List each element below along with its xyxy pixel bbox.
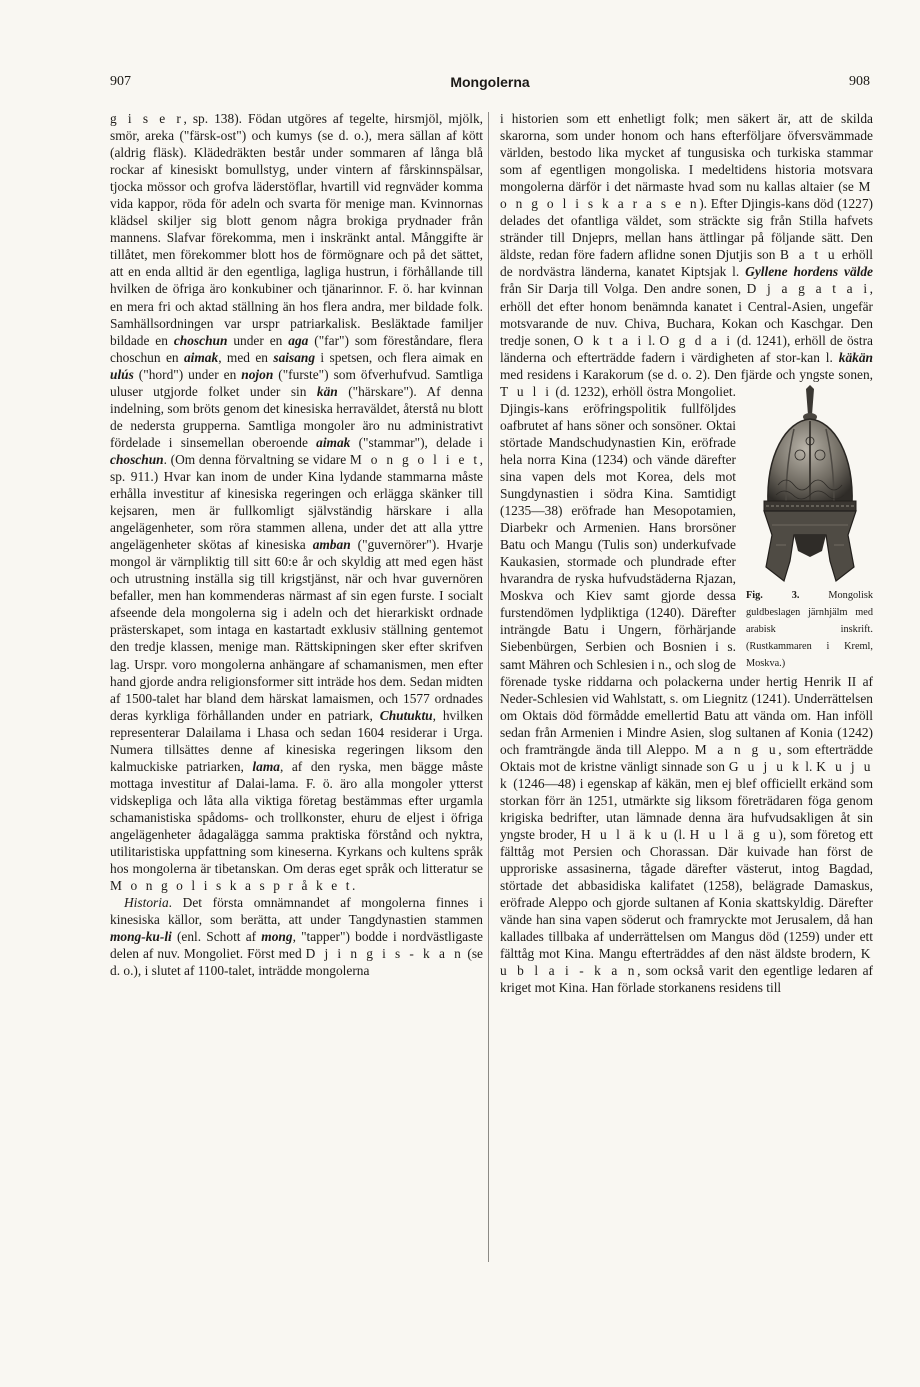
paragraph-history-continued: i historien som ett enhetligt folk; men säkert är, att de skilda skarorna, som under honom och hans efterföljare öfversvämmade världen, bestodo lika mycket af tungusiska och turkiska stammar som af egentligen mongoliska. I medeltidens historia motsvara mongolerna därför i det närmaste hvad som nu kallas altaier (se M o n g o l i s k a r a s e n). Efter Djingis-kans död (1227) delades det ofantliga väldet, som sträckte sig från Stilla hafvets stränder till Dnjeprs, mellan hans ättlingar på följande sätt. Den äldste, redan före fadern aflidne sonen Djutjis son B a t u erhöll de nordvästra länderna, kanatet Kiptsjak l. Gyllene hordens välde från Sir Darja till Volga. Den andre sonen, D j a g a t a i, erhöll det efter honom benämnda kanatet i Central-Asien, ungefär motsvarande de nuv. Chiva, Buchara, Kokan och Kaschgar. Den tredje sonen, O k t a i l. O g d a i (d. 1241), erhöll de östra länderna och efterträdde fadern i värdigheten af stor-kan l. käkän med residens i Karakorum (se d. o. 2). Den fjärde och yngste sonen, T u l i Fig. 3. Mongolisk guldbeslagen järnhjälm med arabisk inskrift. (Rustkammaren i Kreml, Moskva.) (d. 1232), erhöll östra Mongoliet. Djingis-kans eröfringspolitik fullföljdes oafbrutet af hans söner och sonsöner. Oktai störtade Mandschudynastien Kin, eröfrade hela norra Kina (1234) och vände därefter sina vapen dels mot Korea, dels mot Sungdynastien i södra Kina. Samtidigt (1235—38) eröfrade han Mesopotamien, Diarbekr och Armenien. Hans brorsöner Batu och Mangu (Tulis son) underkufvade Kaukasien, stormade och plundrade efter hvarandra de ryska hufvudstäderna Rjazan, Moskva och Kiev samt gjorde dessa furstendömen lydpliktiga (1240). Därefter inträngde Batu i Ungern, förhärjande Siebenbürgen, Serbien och Bosnien i s. samt Mähren och Schlesien i n., och slog de förenade tyske riddarna och polackerna under hertig Henrik II af Neder-Schlesien vid Wahlstatt, s. om Liegnitz (1241). Underrättelsen om Oktais död förmådde emellertid Batu att vända om. Han inföll sedan från Armenien i Mindre Asien, slog sultanen af Konia (1242) och framträngde ända till Aleppo. M a n g u, som efterträdde Oktais mot de kristne vänligt sinnade son G u j u k l. K u j u k (1246—48) i egenskap af käkän, men ej blef officiellt erkänd som storkan förr än 1251, utmärkte sig liksom företrädaren föga genom krigiska bedrifter, utan lämnade denna ära hufvudsakligen åt sin yngste broder, H u l ä k u (l. H u l ä g u), som företog ett fälttåg mot Persien och Chorassan. Där kuivade han först de upproriske assasinerna, tågade därefter västerut, intog Bagdad, störtade det abbasidiska kalifatet (1258), belägrade Damaskus, eröfrade Aleppo och gjorde sultanen af Konia skattskyldig. Därefter vände han sina vapen söderut och framryckte mot Jerusalem, då han kallades tillbaka af underrättelsen om Mangus död (1259) under ett fälttåg mot Kina. Mangu efterträddes af den näst äldste brodern, K u b l a i - k a n, som också varit den egentlige ledaren af kriget mot Kina. Han förlade storkanens residens till xyxy=(500,111,874,996)
figure-helmet xyxy=(746,385,873,670)
paragraph-historia: Historia. Det första omnämnandet af mongolerna finnes i kinesiska källor, som berätta, att under Tangdynastien stammen mong-ku-li (enl. Schott af mong, "tapper") bodde i nordvästligaste delen af nuv. Mongoliet. Först med D j i n g i s - k a n (se d. o.), i slutet af 1100-talet, inträdde mongolerna xyxy=(110,895,483,979)
figure-label: Fig. 3. xyxy=(746,589,800,601)
page-title: Mongolerna xyxy=(450,74,530,90)
figure-caption: Fig. 3. Mongolisk guldbeslagen järnhjälm med arabisk inskrift. (Rustkammaren i Kreml, Moskva.) xyxy=(746,589,874,669)
paragraph-customs: g i s e r, sp. 138). Födan utgöres af tegelte, hirsmjöl, mjölk, smör, areka ("färsk-ost") och kumys (se d. o.), mera sällan af kött (aldrig fläsk). Klädedräkten består under sommaren af långa blå rockar af kinesiskt bomullstyg, under vintern af fårskinnspälsar, tjocka mössor och grofva läderstöflar, hvartill vid regnväder komma vida kappor, röda för adeln och svarta för menige man. Kvinnornas klädsel skiljer sig blott genom några brokiga prydnader från mannens. Slafvar förekomma, men i inskränkt antal. Månggifte är tillåtet, men förekommer blott hos de förmögnare och på det sättet, att en enda alltid är den egentliga, lagliga hustrun, i förhållande till hvilken de öfriga äro konkubiner och tjänarinnor. F. ö. har kvinnan en mera fri och aktad ställning än hos flera andra, mer bildade folk. Samhällsordningen var urspr patriarkalisk. Besläktade familjer bildade en choschun under en aga ("far") som föreståndare, flera choschun en aimak, med en saisang i spetsen, och flera aimak en ulús ("hord") under en nojon ("furste") som öfverhufvud. Samtliga uluser utgjorde folket under sin kän ("härskare"). Af denna indelning, som bröts genom det kinesiska herraväldet, återstå nu blott de nedersta grupperna. Samtliga mongoler äro nu administrativt fördelade i sinsemellan oberoende aimak ("stammar"), delade i choschun. (Om denna förvaltning se vidare M o n g o l i e t, sp. 911.) Hvar kan inom de under Kina lydande stammarna måste erhålla investitur af kinesiska regeringen och erlägga skänker till kejsaren, men är fullkomligt självständig härskare i alla angelägenheter, som röra stammen allena, under det att alla yttre angelägenheter skötas af kinesiska amban ("guvernörer"). Hvarje mongol är värnpliktig till sitt 60:e år och skyldig att med egen häst och utrustning inställa sig till krigstjänst, när och hvar guvernören befaller, men han kommenderas närmast af sin egen furste. I socialt afseende dela mongolerna sig i adeln och det hierarkiskt ordnade prästerskapet, som intaga en kastartadt exklusiv ställning gentemot den tredje klassen, menige man. Rättskipningen sker efter skrifven lag. Urspr. voro mongolerna anhängare af schamanismen, men efter hand gjorde andra religionsformer sitt inträde hos dem. Sedan midten af 1500-talet har bland dem härskat lamaismen, och 1577 ordnades deras kyrkliga förhållanden under en patriark, Chutuktu, hvilken representerar Dalailama i Lhasa och sedan 1604 residerar i Urga. Numera tillsättes denne af kinesiska regeringen liksom den kalmuckiske patriarken, lama, af den ryska, men bägge måste mottaga investitur af Dalai-lama. F. ö. äro alla mongoler ytterst vidskepliga och låta alla viktiga företag bestämmas efter urgamla schamanistiska spådoms- och trollkonster, ehuru de eljest i öfriga angelägenheter ådagalägga samma praktiska förstånd och nyktra, utilitaristiska uppfattning som kineserna. Kyrkans och kultens språk hos mongolerna är tibetanskan. Om deras eget språk och litteratur se M o n g o l i s k a s p r å k e t. xyxy=(110,111,483,894)
page-number-left: 907 xyxy=(110,74,131,89)
column-divider xyxy=(488,112,489,1262)
running-head xyxy=(110,74,870,96)
mongol-helmet-icon xyxy=(750,385,870,585)
left-column xyxy=(110,110,483,979)
right-column xyxy=(500,110,873,996)
page-number-right: 908 xyxy=(849,74,870,89)
